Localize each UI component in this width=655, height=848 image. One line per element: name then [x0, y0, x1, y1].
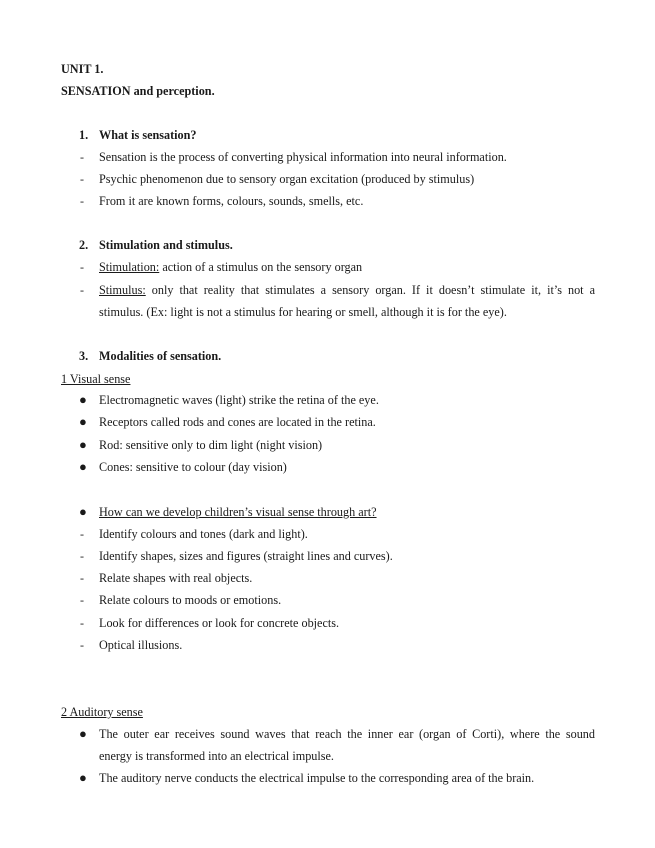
stimulus-definition-line1 [99, 282, 595, 298]
list-item: Relate colours to moods or emotions. [99, 593, 282, 607]
bullet-marker: ● [79, 726, 87, 741]
dash-marker: - [80, 172, 84, 186]
section-1-number: 1. [79, 128, 89, 142]
dash-marker: - [80, 194, 84, 208]
dash-marker: - [80, 260, 84, 274]
list-item: Sensation is the process of converting physical information into neural information. [99, 150, 507, 164]
section-2-number: 2. [79, 238, 89, 252]
stimulus-term: Stimulus: [99, 283, 146, 297]
auditory-sense-label: 2 Auditory sense [61, 705, 143, 719]
list-item: Cones: sensitive to colour (day vision) [99, 460, 287, 474]
list-item: Look for differences or look for concrete objects. [99, 616, 340, 630]
stimulation-text: action of a stimulus on the sensory organ [159, 260, 363, 274]
bullet-marker: ● [79, 770, 87, 785]
list-item: Identify colours and tones (dark and light). [99, 527, 308, 541]
section-1-heading: What is sensation? [99, 128, 197, 142]
bullet-marker: ● [79, 414, 87, 429]
visual-sense-label: 1 Visual sense [61, 372, 131, 386]
stimulation-definition [99, 259, 362, 275]
list-item: Psychic phenomenon due to sensory organ excitation (produced by stimulus) [99, 172, 475, 186]
list-item: Identify shapes, sizes and figures (straight lines and curves). [99, 549, 393, 563]
list-item: Rod: sensitive only to dim light (night vision) [99, 438, 323, 452]
auditory-bullet-2: The auditory nerve conducts the electrical impulse to the corresponding area of the brain. [99, 771, 535, 785]
dash-marker: - [80, 571, 84, 585]
visual-question: How can we develop children’s visual sense through art? [99, 505, 377, 519]
document-subtitle: SENSATION and perception. [61, 84, 215, 98]
dash-marker: - [80, 527, 84, 541]
auditory-bullet-1-line1: The outer ear receives sound waves that reach the inner ear (organ of Corti), where the sound [99, 727, 595, 741]
list-item: Receptors called rods and cones are located in the retina. [99, 415, 376, 429]
list-item: Optical illusions. [99, 638, 183, 652]
bullet-marker: ● [79, 504, 87, 519]
dash-marker: - [80, 150, 84, 164]
dash-marker: - [80, 283, 84, 297]
dash-marker: - [80, 549, 84, 563]
stimulus-definition-line2: stimulus. (Ex: light is not a stimulus for hearing or smell, although it is for the eye). [99, 305, 507, 319]
stimulation-term: Stimulation: [99, 260, 160, 274]
auditory-bullet-1-line2: energy is transformed into an electrical impulse. [99, 749, 334, 763]
bullet-marker: ● [79, 459, 87, 474]
list-item: Relate shapes with real objects. [99, 571, 253, 585]
dash-marker: - [80, 616, 84, 630]
dash-marker: - [80, 593, 84, 607]
section-3-number: 3. [79, 349, 89, 363]
list-item: From it are known forms, colours, sounds, smells, etc. [99, 194, 364, 208]
section-2-heading: Stimulation and stimulus. [99, 238, 233, 252]
section-3-heading: Modalities of sensation. [99, 349, 222, 363]
stimulus-text: only that reality that stimulates a sensory organ. If it doesn’t stimulate it, it’s not a [145, 283, 595, 297]
bullet-marker: ● [79, 437, 87, 452]
unit-title: UNIT 1. [61, 62, 104, 76]
bullet-marker: ● [79, 392, 87, 407]
dash-marker: - [80, 638, 84, 652]
list-item: Electromagnetic waves (light) strike the retina of the eye. [99, 393, 379, 407]
